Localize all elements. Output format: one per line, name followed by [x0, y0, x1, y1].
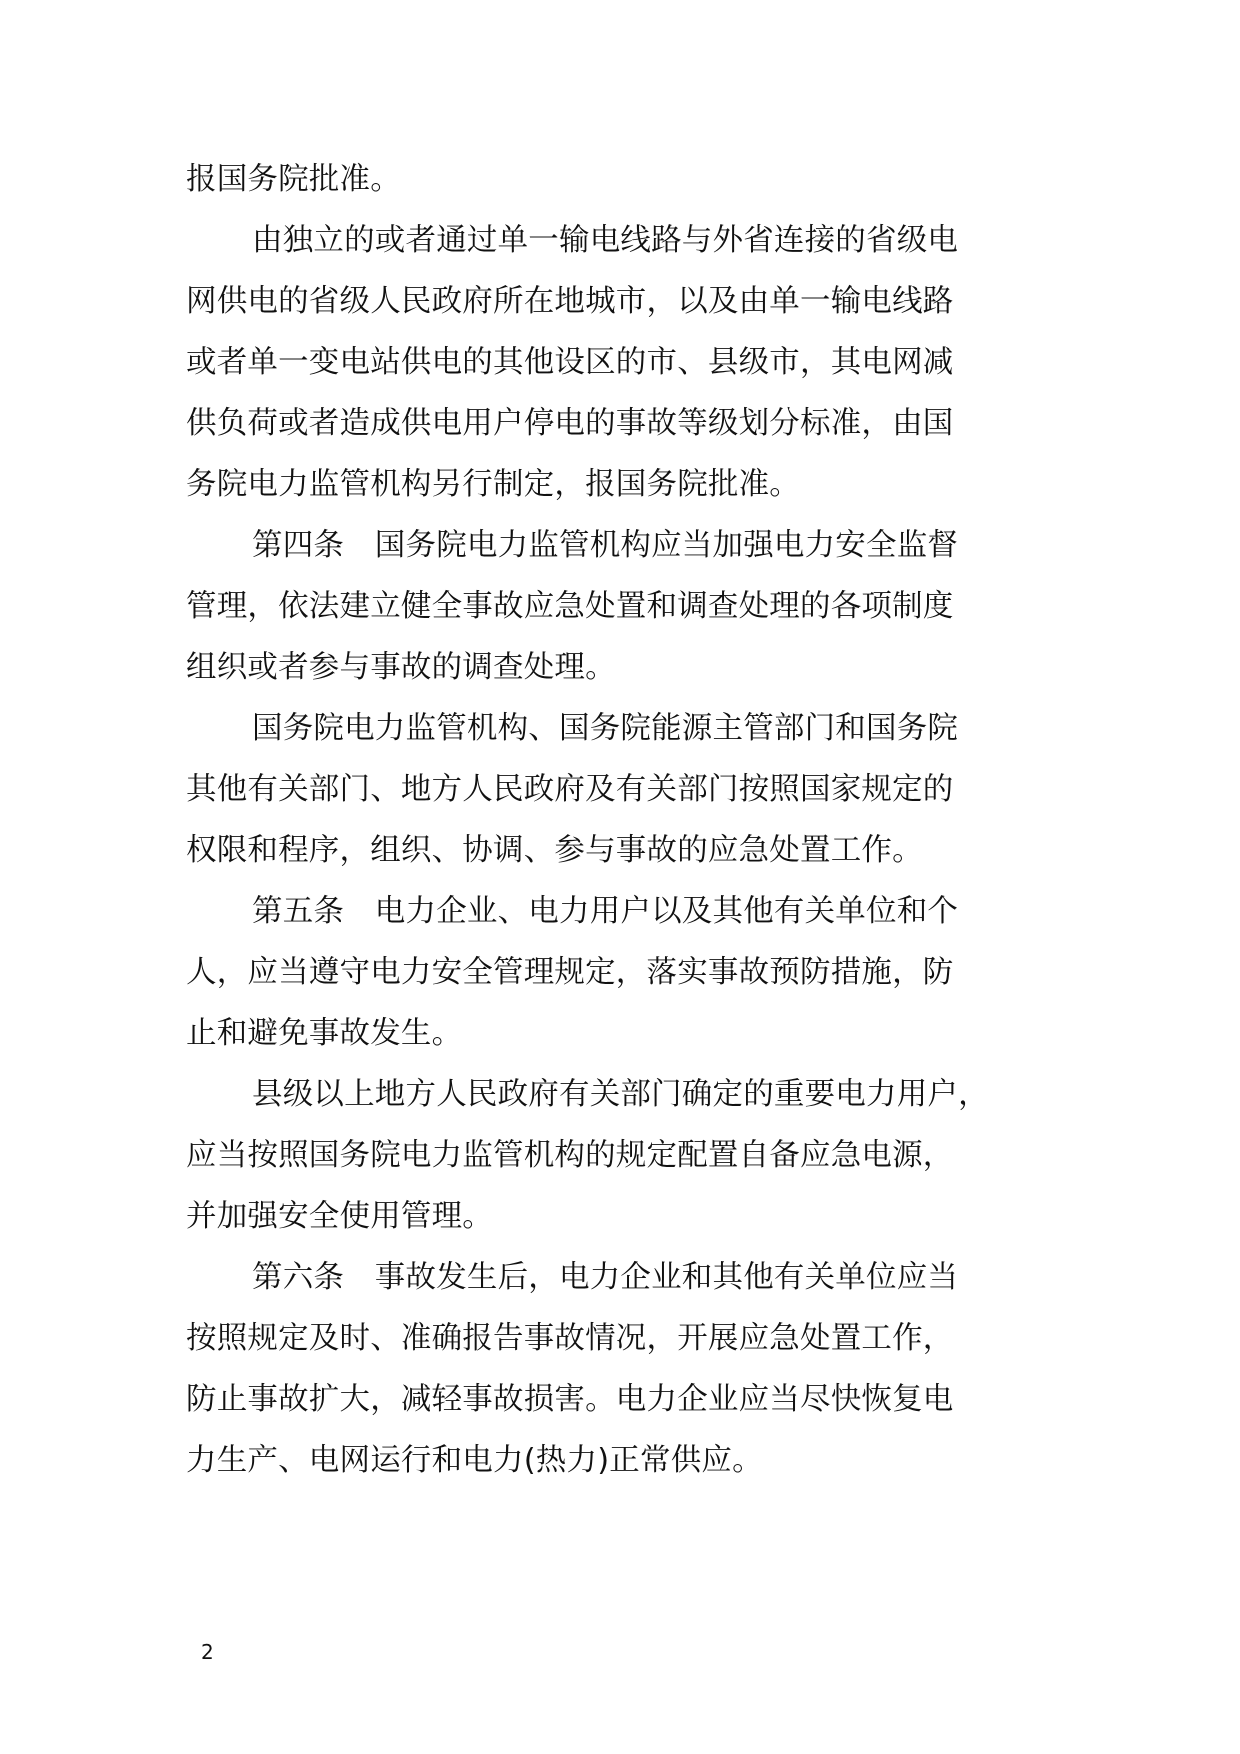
page-number: 2: [201, 1640, 214, 1664]
text-line: 人，应当遵守电力安全管理规定，落实事故预防措施，防: [186, 955, 954, 990]
text-line: 管理，依法建立健全事故应急处置和调查处理的各项制度: [186, 589, 954, 624]
text-line: 供负荷或者造成供电用户停电的事故等级划分标准，由国: [186, 406, 954, 441]
text-line: 按照规定及时、准确报告事故情况，开展应急处置工作，: [186, 1321, 954, 1356]
text-line: 网供电的省级人民政府所在地城市，以及由单一输电线路: [186, 284, 954, 319]
text-line: 由独立的或者通过单一输电线路与外省连接的省级电: [252, 223, 959, 258]
text-line: 组织或者参与事故的调查处理。: [186, 650, 616, 685]
article-5-heading-line: 第五条 电力企业、电力用户以及其他有关单位和个: [252, 894, 959, 929]
text-line: 务院电力监管机构另行制定，报国务院批准。: [186, 467, 800, 502]
text-line: 报国务院批准。: [186, 162, 401, 197]
text-line: 力生产、电网运行和电力(热力)正常供应。: [186, 1443, 763, 1478]
text-line: 止和避免事故发生。: [186, 1016, 463, 1051]
text-line: 防止事故扩大，减轻事故损害。电力企业应当尽快恢复电: [186, 1382, 954, 1417]
text-line: 国务院电力监管机构、国务院能源主管部门和国务院: [252, 711, 959, 746]
article-4-heading-line: 第四条 国务院电力监管机构应当加强电力安全监督: [252, 528, 959, 563]
article-6-heading-line: 第六条 事故发生后，电力企业和其他有关单位应当: [252, 1260, 959, 1295]
text-line: 应当按照国务院电力监管机构的规定配置自备应急电源，: [186, 1138, 954, 1173]
text-line: 并加强安全使用管理。: [186, 1199, 493, 1234]
text-line: 或者单一变电站供电的其他设区的市、县级市，其电网减: [186, 345, 954, 380]
text-line: 权限和程序，组织、协调、参与事故的应急处置工作。: [186, 833, 923, 868]
text-line: 其他有关部门、地方人民政府及有关部门按照国家规定的: [186, 772, 954, 807]
text-line: 县级以上地方人民政府有关部门确定的重要电力用户，: [252, 1077, 989, 1112]
